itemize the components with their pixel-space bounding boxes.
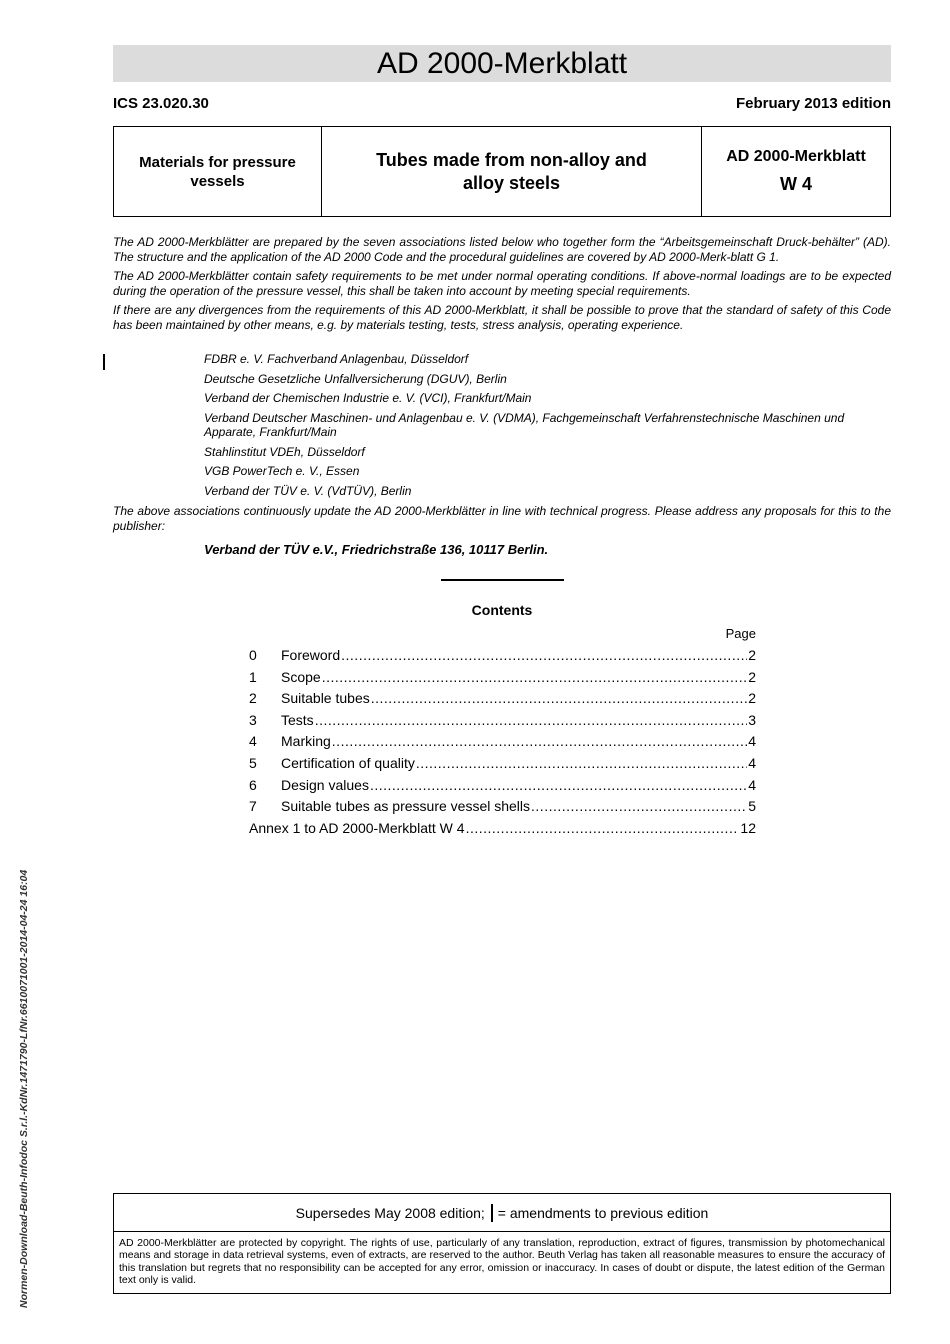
toc-title: Certification of quality	[281, 754, 415, 771]
table-of-contents	[249, 626, 756, 839]
doc-id-cell	[702, 127, 890, 216]
toc-title: Design values	[281, 776, 369, 793]
toc-page: 2	[748, 668, 756, 685]
association-list	[204, 352, 864, 503]
toc-entry-foreword[interactable]	[249, 645, 756, 667]
toc-page: 2	[748, 647, 756, 663]
header-table	[113, 126, 891, 217]
association-item: Deutsche Gesetzliche Unfallversicherung (DGUV), Berlin	[204, 371, 507, 386]
subject-label: Tubes made from non-alloy and alloy steels	[376, 149, 647, 193]
toc-page: 3	[748, 711, 756, 728]
toc-number: 4	[249, 733, 257, 750]
toc-title: Marking	[281, 733, 331, 750]
toc-title: Tests	[281, 711, 314, 728]
supersedes-line	[114, 1194, 890, 1232]
toc-entry-annex[interactable]	[249, 818, 756, 840]
footer-box	[113, 1193, 891, 1294]
intro-text	[113, 235, 891, 337]
toc-leader	[531, 796, 747, 818]
toc-title: Annex 1 to AD 2000-Merkblatt W 4	[249, 819, 465, 836]
toc-page: 2	[748, 690, 756, 707]
toc-entry-scope[interactable]	[249, 667, 756, 689]
toc-leader	[315, 710, 748, 732]
toc-leader	[370, 775, 747, 797]
association-item: FDBR e. V. Fachverband Anlagenbau, Düsseldorf	[204, 352, 469, 366]
divider	[441, 579, 564, 581]
toc-leader	[466, 818, 740, 840]
contents-heading: Contents	[471, 602, 533, 618]
download-watermark: Normen-Download-Beuth-Infodoc S.r.l.-KdNr.1471790-LfNr.6610071001-2014-04-24 16:04	[18, 869, 30, 1308]
category-cell	[114, 127, 322, 216]
edition-date: February 2013 edition	[735, 95, 891, 112]
toc-number: 6	[249, 776, 257, 793]
toc-entry-suitable-tubes[interactable]	[249, 688, 756, 710]
change-marker	[103, 354, 105, 370]
amendments-text: = amendments to previous edition	[497, 1204, 709, 1221]
toc-number: 2	[249, 690, 257, 707]
ics-code: ICS 23.020.30	[113, 95, 209, 112]
doc-code: W 4	[779, 174, 812, 194]
toc-page: 5	[748, 798, 756, 815]
toc-page: 4	[748, 754, 756, 771]
toc-page: 12	[740, 819, 756, 836]
change-marker	[491, 1204, 493, 1222]
toc-title: Suitable tubes	[281, 690, 370, 707]
association-item: Verband der TÜV e. V. (VdTÜV), Berlin	[204, 483, 412, 498]
toc-leader	[332, 731, 747, 753]
toc-number: 0	[249, 647, 257, 663]
toc-leader	[341, 645, 747, 667]
doc-name: AD 2000-Merkblatt	[726, 148, 866, 165]
toc-number: 5	[249, 754, 257, 771]
copyright-notice: AD 2000-Merkblätter are protected by copyright. The rights of use, particularly of any translation, reproduction, extract of figures, transmission by photomechanical means and storage in data retrieval systems, even of extracts, are reserved to the author. Beuth Verlag has taken all reasonable measures to ensure the accuracy of this translation but regrets that no responsibility can be accepted for any error, omission or inaccuracy. In cases of doubt or dispute, the latest edition of the German text only is valid.	[119, 1237, 885, 1287]
category-label: Materials for pressure vessels	[139, 153, 296, 190]
association-item: Verband Deutscher Maschinen- und Anlagenbau e. V. (VDMA), Fachgemeinschaft Verfahrenstechnische Maschinen und Apparate, Frankfurt/Main	[204, 410, 845, 439]
toc-entry-tests[interactable]	[249, 710, 756, 732]
supersedes-text: Supersedes May 2008 edition;	[295, 1204, 485, 1221]
toc-page: 4	[748, 733, 756, 750]
toc-entry-pressure-vessel-shells[interactable]	[249, 796, 756, 818]
toc-number: 1	[249, 668, 257, 685]
toc-leader	[371, 688, 747, 710]
intro-paragraph: If there are any divergences from the requirements of this AD 2000-Merkblatt, it shall be possible to prove that the standard of safety of this Code has been maintained by other means, e.g. by materials testing, tests, stress analysis, operating experience.	[113, 303, 891, 332]
toc-title: Foreword	[281, 647, 341, 663]
subject-cell	[322, 127, 702, 216]
intro-paragraph: The AD 2000-Merkblätter are prepared by the seven associations listed below who together form the “Arbeitsgemeinschaft Druck-behälter” (AD). The structure and the application of the AD 2000 Code and the procedural guidelines are covered by AD 2000-Merk-blatt G 1.	[113, 235, 891, 264]
toc-title: Suitable tubes as pressure vessel shells	[281, 798, 531, 815]
intro-paragraph: The AD 2000-Merkblätter contain safety requirements to be met under normal operating conditions. If above-normal loadings are to be expected during the operation of the pressure vessel, this shall be taken into account by meeting special requirements.	[113, 269, 891, 298]
document-title: AD 2000-Merkblatt	[113, 45, 891, 82]
toc-page-label: Page	[725, 626, 756, 641]
toc-page: 4	[748, 776, 756, 793]
association-item: Verband der Chemischen Industrie e. V. (VCI), Frankfurt/Main	[204, 391, 532, 405]
association-item: VGB PowerTech e. V., Essen	[204, 464, 360, 478]
toc-entry-certification[interactable]	[249, 753, 756, 775]
toc-leader	[322, 667, 748, 689]
publisher-address: Verband der TÜV e.V., Friedrichstraße 136, 10117 Berlin.	[204, 542, 549, 557]
toc-entry-marking[interactable]	[249, 731, 756, 753]
toc-title: Scope	[281, 668, 321, 685]
toc-number: 7	[249, 798, 257, 815]
update-note: The above associations continuously update the AD 2000-Merkblätter in line with technical progress. Please address any proposals for this to the publisher:	[113, 504, 891, 533]
toc-leader	[416, 753, 747, 775]
toc-number: 3	[249, 711, 257, 728]
toc-entry-design-values[interactable]	[249, 775, 756, 797]
association-item: Stahlinstitut VDEh, Düsseldorf	[204, 444, 365, 459]
